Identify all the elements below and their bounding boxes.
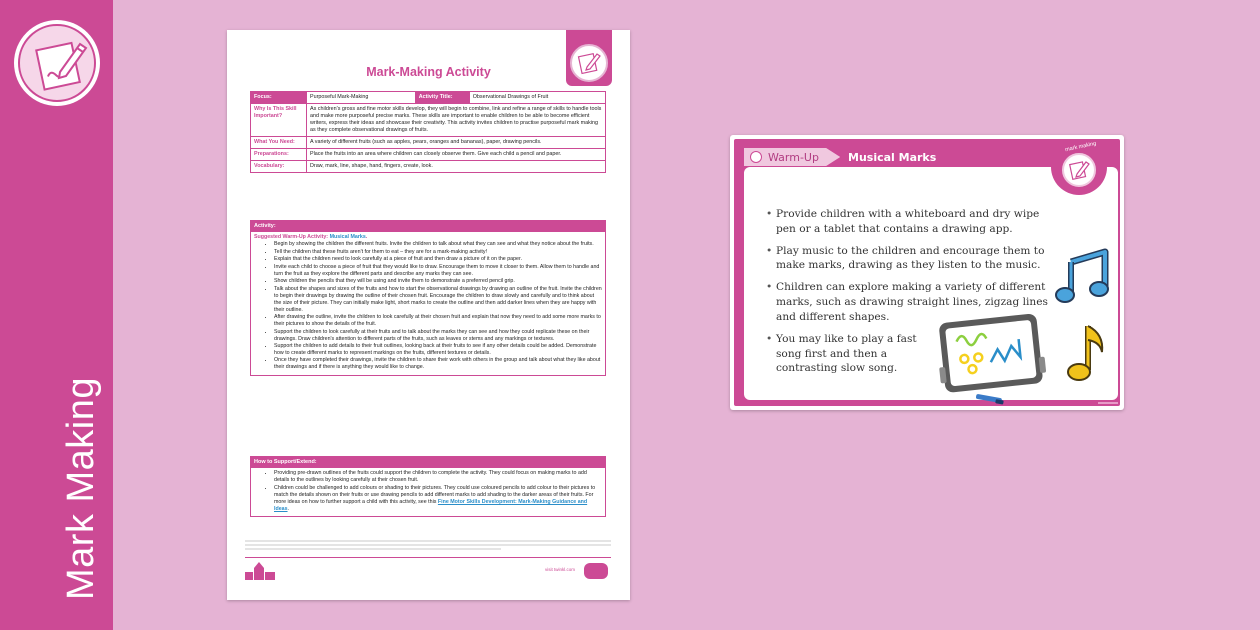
activity-steps — [274, 241, 602, 371]
card-title: Musical Marks — [848, 151, 937, 164]
prep-value: Place the fruits into an area where children can closely observe them. Give each child a pencil and paper. — [307, 149, 606, 161]
pencil-paper-icon — [1064, 155, 1094, 185]
vocab-label: Vocabulary: — [251, 161, 307, 173]
mark-making-badge — [1051, 139, 1107, 195]
doc-title: Mark-Making Activity — [366, 65, 491, 79]
why-label: Why Is This Skill Important? — [251, 104, 307, 137]
warmup-card — [730, 135, 1124, 410]
band-badge — [14, 20, 100, 106]
support-heading: How to Support/Extend: — [251, 457, 605, 468]
warmup-label: Suggested Warm-Up Activity: — [254, 234, 329, 241]
support-steps — [274, 470, 602, 512]
activity-title-value: Observational Drawings of Fruit — [469, 92, 605, 104]
music-note-blue-icon — [1055, 248, 1113, 308]
activity-heading: Activity: — [251, 221, 605, 232]
list-item: • Begin by showing the children the different fruits. Invite the children to talk about what they can see and what they notice about the fruits. — [274, 241, 602, 248]
prep-label: Preparations: — [251, 149, 307, 161]
pencil-paper-icon — [20, 26, 98, 104]
list-item: • Providing pre-drawn outlines of the fruits could support the children to complete the activity. They could focus on making marks to add details to the outlines by looking carefully at their chosen fruit. — [274, 470, 602, 484]
activity-info-table — [250, 91, 606, 173]
list-item: • Invite each child to choose a piece of fruit that they would like to draw. Encourage them to move it closer to them. Allow them to handle and turn the fruit as they explore the different parts and describe any marks they can see. — [274, 264, 602, 278]
disclaimer-text — [245, 540, 611, 554]
footer-divider — [245, 557, 611, 558]
focus-label: Focus: — [251, 92, 307, 104]
list-item: • Children could be challenged to add colours or shading to their pictures. They could use coloured pencils to add colour to their pictures to match the details shown on their fruits or use drawing pencils to add different marks to add shading to the darker areas of their fruits. For more ideas on how to further support a child with this activity, see this Fine Motor Skills Development: Mark-Making Guidance and Ideas. — [274, 485, 602, 513]
need-label: What You Need: — [251, 137, 307, 149]
list-item: • Play music to the children and encourage them to make marks, drawing as they listen to the music. — [766, 244, 1056, 274]
list-item: • Children can explore making a variety of different marks, such as drawing straight lines, zigzag lines and different shapes. — [766, 280, 1056, 324]
music-note-yellow-icon — [1066, 322, 1106, 384]
list-item: • Explain that the children need to look carefully at a piece of fruit and then draw a picture of it on the paper. — [274, 256, 602, 263]
list-item: • Support the children to add details to their fruit outlines, looking back at their fruits to see if any other details could be added. Demonstrate how to create different marks to represent markings on the fruits, different textures or details. — [274, 343, 602, 357]
support-link[interactable]: Fine Motor Skills Development: Mark-Making Guidance and Ideas — [274, 498, 588, 512]
list-item: • Provide children with a whiteboard and dry wipe pen or a tablet that contains a drawing app. — [766, 207, 1056, 237]
side-title: Mark Making — [60, 377, 102, 600]
need-value: A variety of different fruits (such as apples, pears, oranges and bananas), paper, drawing pencils. — [307, 137, 606, 149]
list-item: • You may like to play a fast song first and then a contrasting slow song. — [766, 332, 926, 376]
activity-document — [227, 30, 630, 600]
badge-label: mark making — [1064, 140, 1097, 154]
list-item: • Show children the pencils that they will be using and invite them to demonstrate a preferred pencil grip. — [274, 278, 602, 285]
whiteboard-icon — [934, 312, 1052, 407]
footer-url[interactable]: visit twinkl.com — [545, 567, 576, 572]
activity-section: Activity: Suggested Warm-Up Activity: Musical Marks. • Begin by showing the children the different fruits. Invite the children to talk about what they can see and what they notice about the fruits. • Tell the children that these fruits aren't for them to eat – they are for a mark-making activity! • Explain that the children need to look carefully at a piece of fruit and then draw a picture of it on the paper. • Invite each child to choose a piece of fruit that they would like to draw. Encourage them to move it closer to them. Allow them to handle and turn the fruit as they explore the different parts and describe any marks they can see. • Show children the pencils that they will be using and invite them to demonstrate a preferred pencil grip. • Talk about the shapes and sizes of the fruits and how to start the observational drawings by drawing an outline of the fruit. Invite the children to begin their drawings by drawing the outline of their chosen fruit. Encourage the children to draw slowly and carefully and to think about the size of their picture. They can initially make light, short marks to create the outline and then add darker lines when they are happy with their outline. • After drawing the outline, invite the children to look carefully at their chosen fruit and explain that now they need to add some more marks to their pictures to show the details of the fruit. • Support the children to look carefully at their fruits and to talk about the marks they can see and how they could replicate these on their drawings. Draw children's attention to different parts of the fruits, such as leaves or stems and any markings or textures. • Support the children to add details to their fruit outlines, looking back at their fruits to see if any other details could be added. Demonstrate how to create different marks to represent markings on the fruits, different textures or details. • Once they have completed their drawings, invite the children to share their work with others in the group and talk about what they like about their drawings and if there is anything they would like to change. — [250, 220, 606, 376]
activity-title-label: Activity Title: — [415, 92, 469, 104]
focus-value: Purposeful Mark-Making — [307, 92, 416, 104]
twinkl-logo-icon — [584, 563, 608, 579]
why-value: As children's gross and fine motor skills develop, they will begin to combine, link and refine a range of skills to handle tools and make more purposeful precise marks. These skills are important to enable children to be able to become efficient writers, express their ideas and showcase their creativity. This activity invites children to practise purposeful mark making as they complete observational drawings of fruits. — [307, 104, 606, 137]
card-header — [744, 148, 1062, 166]
card-tag: Warm-Up — [768, 151, 819, 164]
list-item: • Talk about the shapes and sizes of the fruits and how to start the observational drawings by drawing an outline of the fruit. Invite the children to begin their drawings by drawing the outline of their chosen fruit. Encourage the children to draw slowly and carefully and to think about the size of their picture. They can initially make light, short marks to create the outline and then add darker lines when they are happy with their outline. — [274, 286, 602, 314]
vocab-value: Draw, mark, line, shape, hand, fingers, create, look. — [307, 161, 606, 173]
list-item: • After drawing the outline, invite the children to look carefully at their chosen fruit and explain that now they need to add some more marks to their pictures to show the details of the fruit. — [274, 314, 602, 328]
warmup-link[interactable]: Musical Marks — [329, 234, 366, 241]
circle-icon — [750, 151, 762, 163]
blocks-icon — [245, 562, 275, 580]
list-item: • Support the children to look carefully at their fruits and to talk about the marks they can see and how they could replicate these on their drawings. Draw children's attention to different parts of the fruits, such as leaves or stems and any markings or textures. — [274, 329, 602, 343]
list-item: • Once they have completed their drawings, invite the children to share their work with others in the group and talk about what they like about their drawings and if there is anything they would like to change. — [274, 357, 602, 371]
list-item: • Tell the children that these fruits aren't for them to eat – they are for a mark-making activity! — [274, 249, 602, 256]
side-band — [0, 0, 113, 630]
support-section — [250, 456, 606, 517]
